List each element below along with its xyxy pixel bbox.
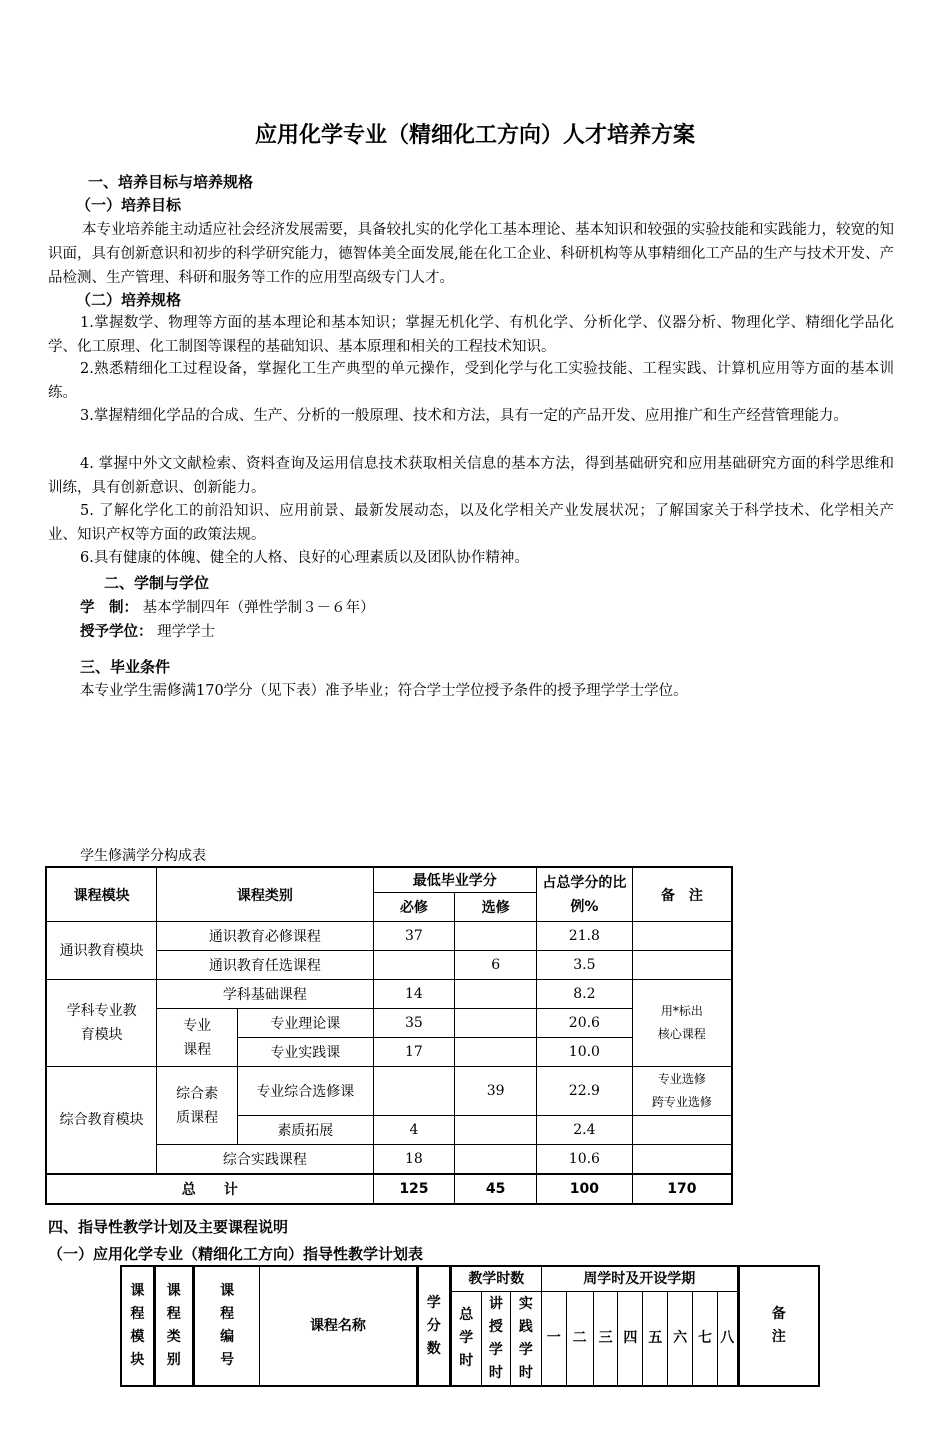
char: 时 bbox=[518, 1364, 533, 1381]
spec-item-4: 4. 掌握中外文文献检索、资料查询及运用信息技术获取相关信息的基本方法，得到基础研究和应用基础研究方面的科学思维和训练，具有创新意识、创新能力。 bbox=[48, 456, 894, 496]
char: 实 bbox=[518, 1295, 533, 1312]
duration-value: 基本学制四年（弹性学制３－６年） bbox=[142, 600, 375, 616]
section4-sub1: （一）应用化学专业（精细化工方向）指导性教学计划表 bbox=[48, 1245, 424, 1263]
row-remark bbox=[632, 951, 732, 980]
char: 学 bbox=[426, 1294, 441, 1311]
char: 讲 bbox=[488, 1295, 503, 1312]
row-ratio: 20.6 bbox=[537, 1009, 633, 1038]
header-module: 课程模块 bbox=[46, 867, 157, 922]
row-remark bbox=[632, 1145, 732, 1175]
header-ratio: 占总学分的比例% bbox=[537, 867, 633, 922]
degree-row bbox=[80, 620, 215, 641]
row-name: 综合实践课程 bbox=[157, 1145, 373, 1175]
plan-term: 三 bbox=[593, 1292, 618, 1387]
char: 模 bbox=[130, 1329, 145, 1345]
char: 时 bbox=[488, 1364, 503, 1381]
row-ratio: 2.4 bbox=[537, 1116, 633, 1145]
char: 号 bbox=[220, 1352, 235, 1368]
char: 课 bbox=[166, 1283, 181, 1299]
plan-term: 七 bbox=[693, 1292, 718, 1387]
degree-value: 理学学士 bbox=[157, 624, 216, 640]
row-required: 14 bbox=[373, 980, 455, 1009]
total-required: 125 bbox=[373, 1174, 455, 1204]
row-elective: 6 bbox=[455, 951, 537, 980]
header-elective: 选修 bbox=[455, 893, 537, 922]
char: 学 bbox=[518, 1341, 533, 1358]
section4-heading: 四、指导性教学计划及主要课程说明 bbox=[48, 1218, 289, 1236]
row-elective bbox=[455, 1145, 537, 1175]
row-elective bbox=[455, 980, 537, 1009]
char: 程 bbox=[166, 1306, 181, 1322]
header-min-credits: 最低毕业学分 bbox=[373, 867, 536, 893]
plan-header-module bbox=[121, 1266, 154, 1386]
plan-header-lecture-hours bbox=[481, 1292, 510, 1387]
char: 课 bbox=[220, 1283, 235, 1299]
module-general: 通识教育模块 bbox=[46, 922, 157, 980]
char: 程 bbox=[220, 1306, 235, 1322]
row-remark bbox=[632, 1116, 732, 1145]
char: 总 bbox=[459, 1307, 474, 1323]
char: 践 bbox=[518, 1318, 533, 1335]
row-remark bbox=[632, 922, 732, 951]
char: 分 bbox=[426, 1317, 441, 1334]
plan-header-practice-hours bbox=[510, 1292, 541, 1387]
duration-row bbox=[80, 596, 375, 617]
elective-note bbox=[632, 1067, 732, 1116]
duration-label: 学 制： bbox=[80, 600, 138, 616]
plan-header-name: 课程名称 bbox=[260, 1266, 417, 1386]
char: 块 bbox=[130, 1352, 145, 1368]
header-required: 必修 bbox=[373, 893, 455, 922]
core-course-note bbox=[632, 980, 732, 1067]
page-title: 应用化学专业（精细化工方向）人才培养方案 bbox=[254, 123, 695, 148]
degree-label: 授予学位： bbox=[80, 624, 153, 640]
row-name: 专业理论课 bbox=[238, 1009, 373, 1038]
spec-item-6: 6.具有健康的体魄、健全的人格、良好的心理素质以及团队协作精神。 bbox=[80, 550, 529, 566]
char: 课 bbox=[130, 1283, 145, 1299]
section2-heading: 二、学制与学位 bbox=[104, 574, 210, 592]
row-ratio: 10.6 bbox=[537, 1145, 633, 1175]
graduation-text: 本专业学生需修满170学分（见下表）准予毕业；符合学士学位授予条件的授予理学学士学位。 bbox=[80, 683, 688, 699]
spec-item-1: 1.掌握数学、物理等方面的基本理论和基本知识；掌握无机化学、有机化学、分析化学、仪器分析、物理化学、精细化学品化学、化工原理、化工制图等课程的基础知识、基本原理和相关的工程技术知识。 bbox=[48, 315, 894, 355]
row-elective: 39 bbox=[455, 1067, 537, 1116]
row-name: 学科基础课程 bbox=[157, 980, 373, 1009]
plan-header-category bbox=[154, 1266, 193, 1386]
spec-item-3: 3.掌握精细化学品的合成、生产、分析的一般原理、技术和方法，具有一定的产品开发、应用推广和生产经营管理能力。 bbox=[80, 408, 848, 424]
row-ratio: 22.9 bbox=[537, 1067, 633, 1116]
header-category: 课程类别 bbox=[157, 867, 373, 922]
section1-sub1: （一）培养目标 bbox=[76, 196, 182, 214]
goal-paragraph: 本专业培养能主动适应社会经济发展需要，具备较扎实的化学化工基本理论、基本知识和较强的实验技能和实践能力，较宽的知识面，具有创新意识和初步的科学研究能力，德智体美全面发展,能在化工企业、科研机构等从事精细化工产品的生产与技术开发、产品检测、生产管理、科研和服务等工作的应用型高级专门人才。 bbox=[48, 222, 894, 286]
char: 注 bbox=[771, 1329, 786, 1345]
char: 授 bbox=[488, 1318, 503, 1335]
char: 别 bbox=[166, 1352, 181, 1368]
plan-header-credits bbox=[417, 1266, 450, 1386]
plan-header-hours: 教学时数 bbox=[450, 1266, 541, 1292]
section3-heading: 三、毕业条件 bbox=[80, 658, 171, 676]
row-required: 4 bbox=[373, 1116, 455, 1145]
core-note-line1: 用*标出 bbox=[660, 1004, 703, 1018]
module-comprehensive: 综合教育模块 bbox=[46, 1067, 157, 1175]
section1-sub2: （二）培养规格 bbox=[76, 291, 182, 309]
spec-item-2: 2.熟悉精细化工过程设备，掌握化工生产典型的单元操作，受到化学与化工实验技能、工程实践、计算机应用等方面的基本训练。 bbox=[48, 361, 894, 401]
plan-term: 八 bbox=[717, 1292, 738, 1387]
total-label: 总 计 bbox=[46, 1174, 373, 1204]
row-name: 通识教育必修课程 bbox=[157, 922, 373, 951]
plan-header-total-hours bbox=[450, 1292, 481, 1387]
row-elective bbox=[455, 1116, 537, 1145]
row-ratio: 8.2 bbox=[537, 980, 633, 1009]
total-remark: 170 bbox=[632, 1174, 732, 1204]
plan-header-remark bbox=[738, 1266, 819, 1386]
plan-term: 一 bbox=[541, 1292, 566, 1387]
header-remark: 备 注 bbox=[632, 867, 732, 922]
row-required: 35 bbox=[373, 1009, 455, 1038]
char: 程 bbox=[130, 1306, 145, 1322]
plan-header-code bbox=[193, 1266, 259, 1386]
plan-term: 二 bbox=[566, 1292, 593, 1387]
credit-table bbox=[45, 866, 733, 1205]
total-ratio: 100 bbox=[537, 1174, 633, 1204]
row-required: 37 bbox=[373, 922, 455, 951]
row-ratio: 10.0 bbox=[537, 1038, 633, 1067]
row-elective bbox=[455, 922, 537, 951]
plan-term: 五 bbox=[643, 1292, 668, 1387]
char: 备 bbox=[771, 1306, 786, 1322]
total-elective: 45 bbox=[455, 1174, 537, 1204]
plan-term: 四 bbox=[618, 1292, 643, 1387]
row-elective bbox=[455, 1038, 537, 1067]
section1-heading: 一、培养目标与培养规格 bbox=[88, 173, 254, 191]
row-name: 通识教育任选课程 bbox=[157, 951, 373, 980]
plan-header-weekly: 周学时及开设学期 bbox=[541, 1266, 738, 1292]
module-discipline: 学科专业教育模块 bbox=[46, 980, 157, 1067]
row-required bbox=[373, 951, 455, 980]
row-ratio: 21.8 bbox=[537, 922, 633, 951]
row-required: 18 bbox=[373, 1145, 455, 1175]
char: 类 bbox=[166, 1329, 181, 1345]
spec-item-5: 5. 了解化学化工的前沿知识、应用前景、最新发展动态，以及化学相关产业发展状况；了解国家关于科学技术、化学相关产业、知识产权等方面的政策法规。 bbox=[48, 503, 894, 543]
char: 编 bbox=[220, 1329, 235, 1345]
sub-quality-courses: 综合素质课程 bbox=[157, 1067, 238, 1145]
sub-major-courses: 专业课程 bbox=[157, 1009, 238, 1067]
row-name: 专业实践课 bbox=[238, 1038, 373, 1067]
row-name: 专业综合选修课 bbox=[238, 1067, 373, 1116]
row-ratio: 3.5 bbox=[537, 951, 633, 980]
row-name: 素质拓展 bbox=[238, 1116, 373, 1145]
char: 时 bbox=[459, 1353, 474, 1369]
teaching-plan-table bbox=[120, 1265, 820, 1387]
char: 数 bbox=[426, 1340, 441, 1357]
row-required: 17 bbox=[373, 1038, 455, 1067]
credit-table-caption: 学生修满学分构成表 bbox=[80, 848, 206, 864]
char: 学 bbox=[488, 1341, 503, 1358]
row-required bbox=[373, 1067, 455, 1116]
row-elective bbox=[455, 1009, 537, 1038]
char: 学 bbox=[459, 1330, 474, 1346]
core-note-line2: 核心课程 bbox=[657, 1027, 706, 1041]
elective-note-line1: 专业选修 bbox=[657, 1072, 706, 1086]
elective-note-line2: 跨专业选修 bbox=[651, 1095, 712, 1109]
plan-term: 六 bbox=[668, 1292, 693, 1387]
